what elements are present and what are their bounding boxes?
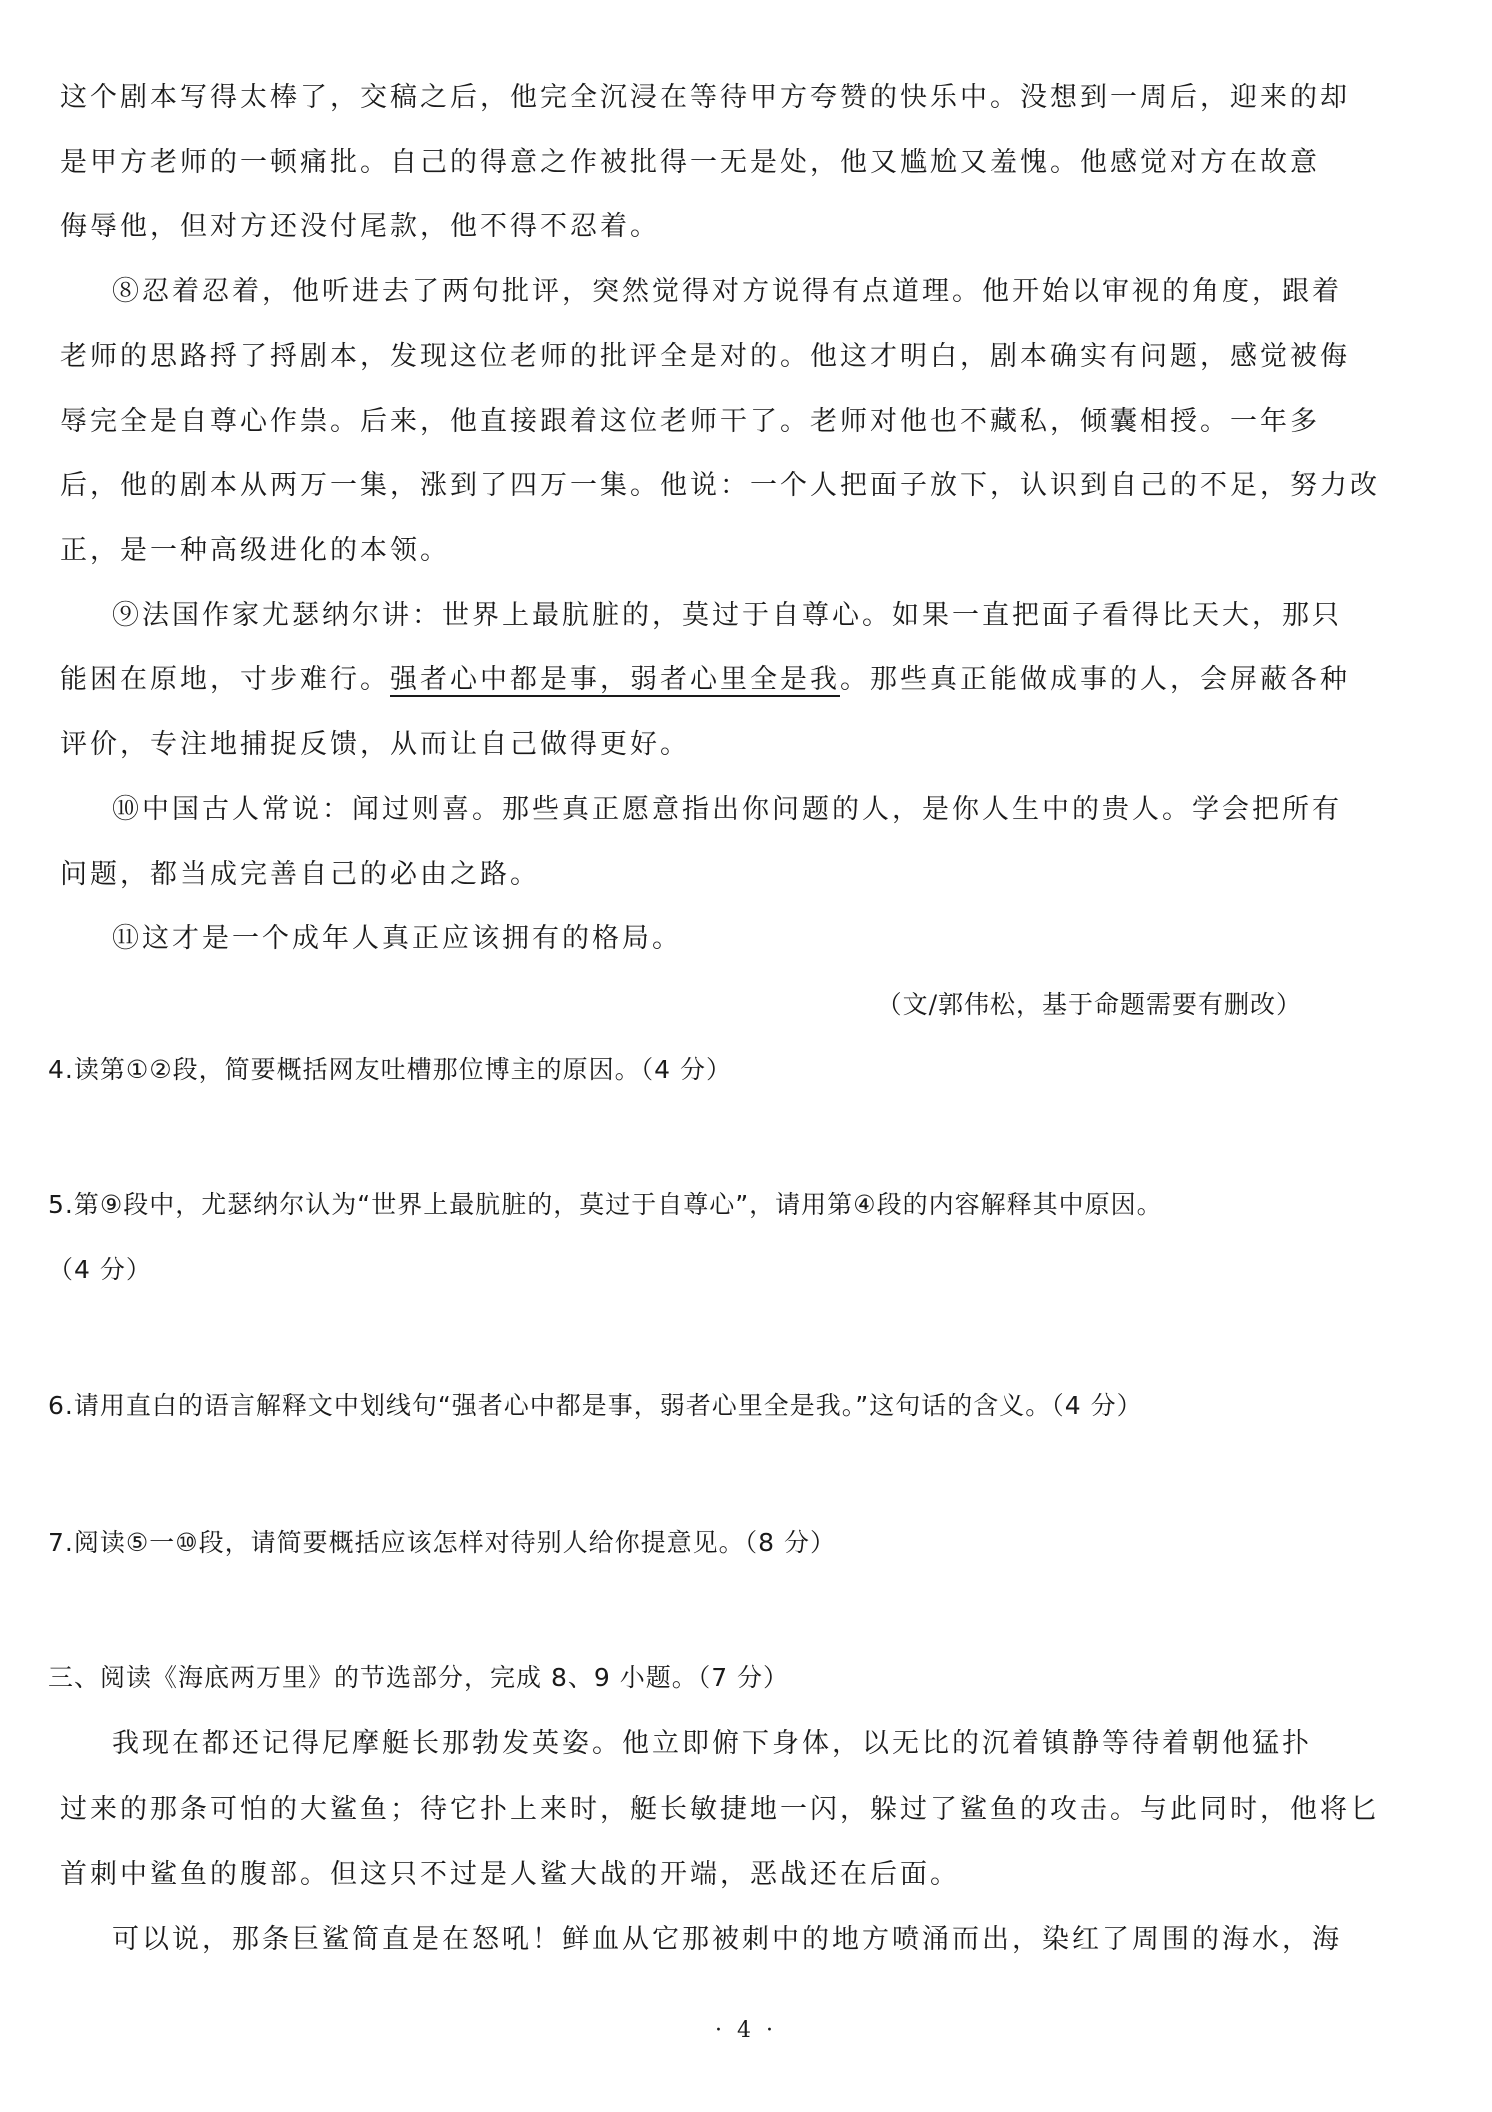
passage-text: 能困在原地，寸步难行。 — [60, 664, 390, 695]
passage-line: 正，是一种高级进化的本领。 — [60, 535, 450, 566]
passage-line: 这个剧本写得太棒了，交稿之后，他完全沉浸在等待甲方夸赞的快乐中。没想到一周后，迎来的却 — [60, 82, 1350, 113]
passage-line: 老师的思路捋了捋剧本，发现这位老师的批评全是对的。他这才明白，剧本确实有问题，感觉被侮 — [60, 341, 1350, 372]
question-6: 6.请用直白的语言解释文中划线句“强者心中都是事，弱者心里全是我。”这句话的含义。（4 分） — [48, 1391, 1143, 1420]
underlined-sentence: 强者心中都是事，弱者心里全是我 — [390, 664, 840, 695]
excerpt-line: 首刺中鲨鱼的腹部。但这只不过是人鲨大战的开端，恶战还在后面。 — [60, 1859, 960, 1890]
page-number: · 4 · — [715, 2018, 777, 2043]
passage-line — [60, 660, 1350, 700]
passage-line: 评价，专注地捕捉反馈，从而让自己做得更好。 — [60, 729, 690, 760]
source-credit: （文/郭伟松，基于命题需要有删改） — [876, 990, 1302, 1019]
paragraph-11: ⑪这才是一个成年人真正应该拥有的格局。 — [112, 923, 682, 954]
paragraph-8: ⑧忍着忍着，他听进去了两句批评，突然觉得对方说得有点道理。他开始以审视的角度，跟着 — [112, 276, 1342, 307]
paragraph-9: ⑨法国作家尤瑟纳尔讲：世界上最肮脏的，莫过于自尊心。如果一直把面子看得比天大，那只 — [112, 600, 1342, 631]
section-3-heading: 三、阅读《海底两万里》的节选部分，完成 8、9 小题。（7 分） — [48, 1663, 790, 1692]
excerpt-line: 过来的那条可怕的大鲨鱼；待它扑上来时，艇长敏捷地一闪，躲过了鲨鱼的攻击。与此同时，他将匕 — [60, 1794, 1380, 1825]
passage-line: 辱完全是自尊心作祟。后来，他直接跟着这位老师干了。老师对他也不藏私，倾囊相授。一年多 — [60, 406, 1320, 437]
passage-line: 是甲方老师的一顿痛批。自己的得意之作被批得一无是处，他又尴尬又羞愧。他感觉对方在故意 — [60, 147, 1320, 178]
passage-line: 后，他的剧本从两万一集，涨到了四万一集。他说：一个人把面子放下，认识到自己的不足，努力改 — [60, 470, 1380, 501]
question-5: 5.第⑨段中，尤瑟纳尔认为“世界上最肮脏的，莫过于自尊心”，请用第④段的内容解释其中原因。 — [48, 1190, 1163, 1219]
question-7: 7.阅读⑤一⑩段，请简要概括应该怎样对待别人给你提意见。（8 分） — [48, 1528, 837, 1557]
question-4: 4.读第①②段，简要概括网友吐槽那位博主的原因。（4 分） — [48, 1055, 733, 1084]
excerpt-line: 我现在都还记得尼摩艇长那勃发英姿。他立即俯下身体，以无比的沉着镇静等待着朝他猛扑 — [112, 1728, 1312, 1759]
passage-line: 侮辱他，但对方还没付尾款，他不得不忍着。 — [60, 211, 660, 242]
passage-text: 。那些真正能做成事的人，会屏蔽各种 — [840, 664, 1350, 695]
excerpt-line: 可以说，那条巨鲨简直是在怒吼！鲜血从它那被刺中的地方喷涌而出，染红了周围的海水，海 — [112, 1924, 1342, 1955]
question-5-points: （4 分） — [48, 1255, 152, 1284]
passage-line: 问题，都当成完善自己的必由之路。 — [60, 859, 540, 890]
paragraph-10: ⑩中国古人常说：闻过则喜。那些真正愿意指出你问题的人，是你人生中的贵人。学会把所有 — [112, 794, 1342, 825]
